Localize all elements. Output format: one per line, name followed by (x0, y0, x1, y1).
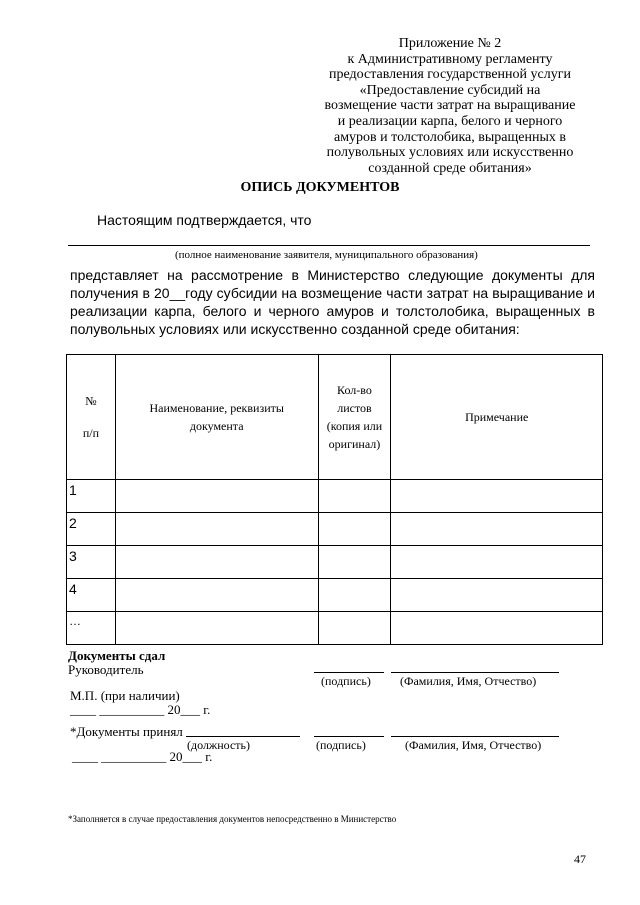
page-number: 47 (574, 852, 586, 866)
fio-line-head (391, 672, 559, 673)
row-note-cell[interactable] (391, 480, 603, 513)
appendix-line: и реализации карпа, белого и черного (337, 113, 563, 129)
table-row (67, 480, 603, 513)
row-sheets-cell[interactable] (318, 480, 391, 513)
row-sheets-cell[interactable] (318, 579, 391, 612)
row-document-cell[interactable] (115, 513, 318, 546)
applicant-caption: (полное наименование заявителя, муниципального образования) (175, 249, 478, 261)
appendix-line: Приложение № 2 (398, 36, 502, 51)
body-paragraph: представляет на рассмотрение в Министерство следующие документы для получения в 20__году субсидии на возмещение части затрат на выращивание и реализации карпа, белого и черного амуров и толстолобика, выращенных в полувольных условиях или искусственно созданной среде обитания: (70, 267, 595, 337)
appendix-line: к Административному регламенту (347, 51, 553, 67)
header-sheets-line: листов (337, 401, 372, 415)
header-name-line: Наименование, реквизиты (149, 401, 284, 415)
appendix-line: возмещение части затрат на выращивание (324, 98, 576, 114)
documents-table (66, 354, 603, 645)
header-num (67, 355, 116, 480)
fio-caption: (Фамилия, Имя, Отчество) (400, 674, 537, 688)
row-number: 1 (67, 480, 116, 513)
row-document-cell[interactable] (115, 612, 318, 645)
row-sheets-cell[interactable] (318, 546, 391, 579)
table-header-row (67, 355, 603, 480)
header-num-symbol: № (85, 394, 97, 408)
appendix-line: полувольных условиях или искусственно (326, 145, 574, 161)
header-sheets-line: оригинал) (328, 437, 381, 451)
position-line (186, 736, 300, 737)
row-document-cell[interactable] (115, 579, 318, 612)
applicant-name-line (68, 245, 590, 246)
header-note: Примечание (391, 355, 603, 480)
appendix-line: созданной среде обитания» (368, 160, 532, 176)
submitted-title: Документы сдал (68, 648, 166, 663)
head-label: Руководитель (68, 662, 144, 677)
table-row (67, 612, 603, 645)
appendix-line: предоставления государственной услуги (329, 67, 571, 83)
fio-caption: (Фамилия, Имя, Отчество) (405, 738, 542, 752)
row-number: 2 (67, 513, 116, 546)
date-line: ____ __________ 20___ г. (70, 702, 211, 717)
date-line: ____ __________ 20___ г. (72, 749, 213, 764)
signature-caption: (подпись) (316, 738, 366, 752)
row-document-cell[interactable] (115, 546, 318, 579)
row-note-cell[interactable] (391, 612, 603, 645)
header-sheets-line: Кол-во (337, 383, 372, 397)
table-row (67, 579, 603, 612)
fio-line-accepted (391, 736, 559, 737)
header-sheet-count (318, 355, 391, 480)
appendix-line: амуров и толстолобика, выращенных в (333, 129, 566, 145)
row-number: … (67, 612, 116, 645)
row-note-cell[interactable] (391, 513, 603, 546)
position-caption: (должность) (187, 738, 250, 752)
row-sheets-cell[interactable] (318, 513, 391, 546)
appendix-line: «Предоставление субсидий на (359, 82, 541, 98)
stamp-label: М.П. (при наличии) (70, 688, 180, 703)
row-document-cell[interactable] (115, 480, 318, 513)
row-note-cell[interactable] (391, 579, 603, 612)
signature-line-head (314, 672, 384, 673)
table-row (67, 513, 603, 546)
table-row (67, 546, 603, 579)
intro-text: Настоящим подтверждается, что (97, 212, 312, 228)
header-document-name (115, 355, 318, 480)
row-number: 3 (67, 546, 116, 579)
document-title: ОПИСЬ ДОКУМЕНТОВ (240, 180, 400, 195)
appendix-header (300, 36, 600, 176)
header-num-label: п/п (82, 426, 100, 440)
signature-line-accepted (314, 736, 384, 737)
row-note-cell[interactable] (391, 546, 603, 579)
signature-caption: (подпись) (321, 674, 371, 688)
header-sheets-line: (копия или (326, 419, 383, 433)
row-sheets-cell[interactable] (318, 612, 391, 645)
footnote: *Заполняется в случае предоставления документов непосредственно в Министерство (68, 814, 397, 824)
accepted-label: *Документы принял (70, 724, 183, 739)
row-number: 4 (67, 579, 116, 612)
header-name-line: документа (189, 419, 244, 433)
